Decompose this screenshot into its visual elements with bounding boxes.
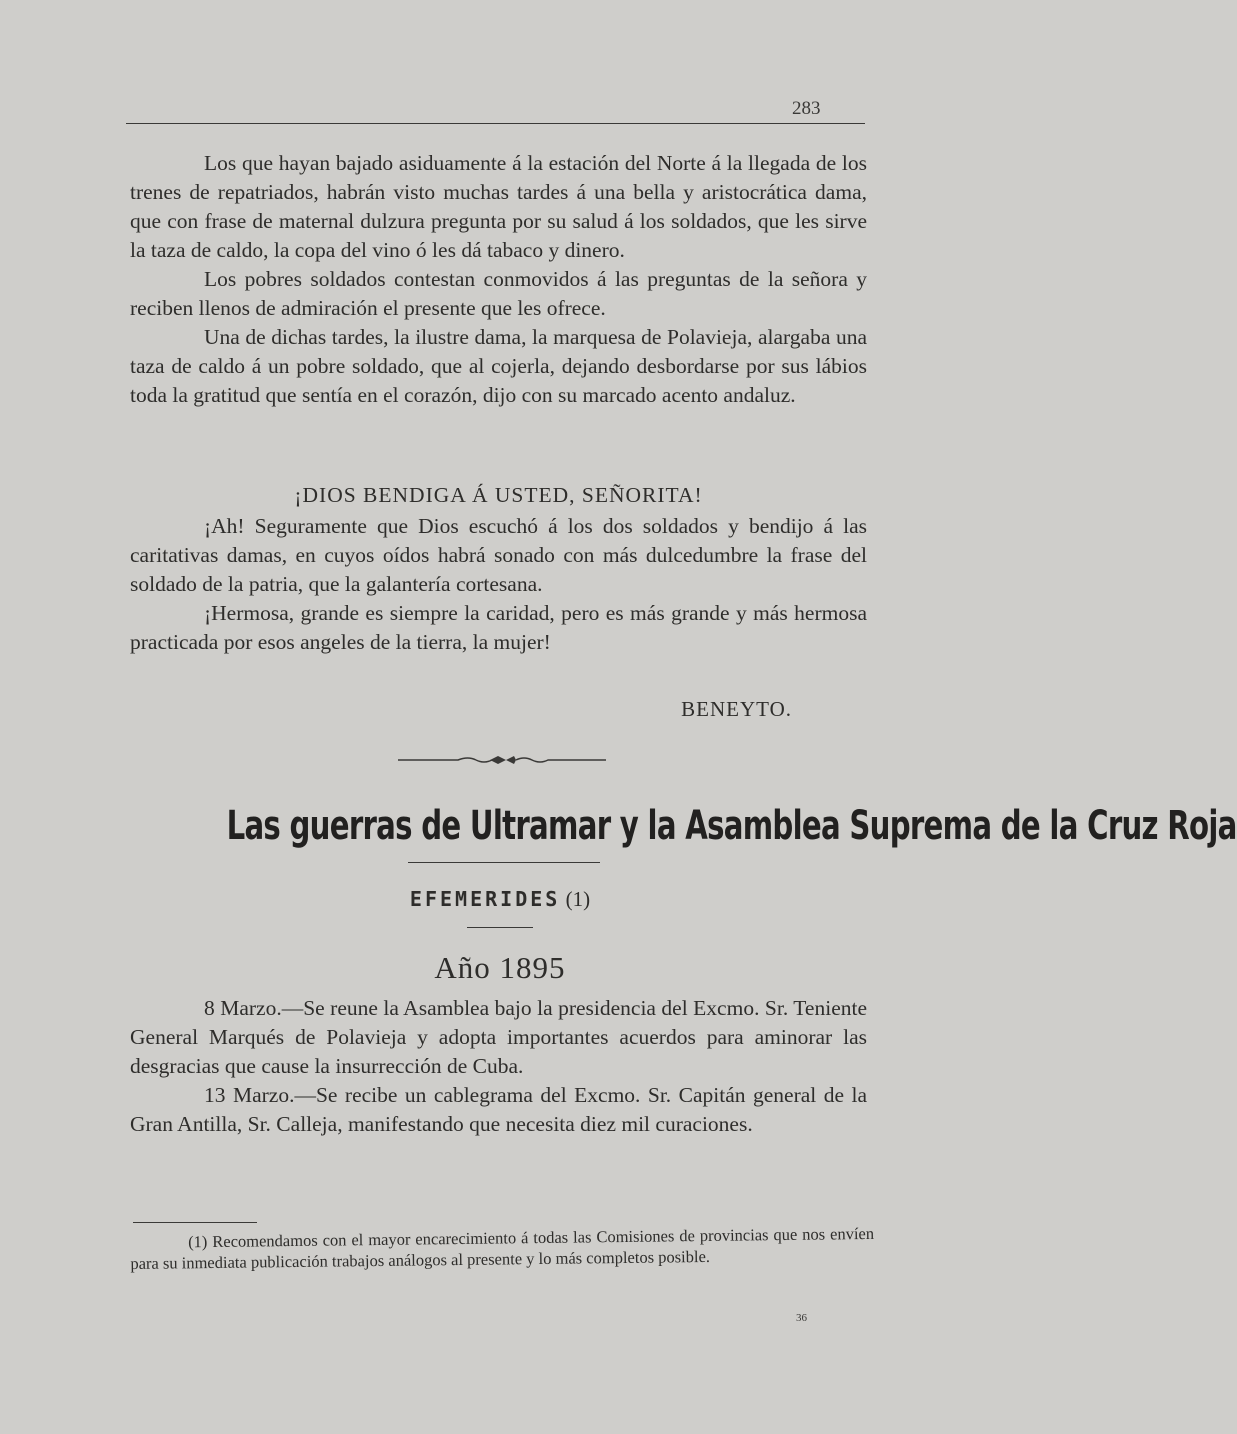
page-number: 283 bbox=[792, 98, 821, 119]
article-paragraph-3: Una de dichas tardes, la ilustre dama, la marquesa de Polavieja, alargaba una taza de caldo á un pobre soldado, que al cojerla, dejando desbordarse por sus lábios toda la gratitud que sentía en el corazón, dijo con su marcado acento andaluz. bbox=[130, 325, 867, 407]
subsection-heading bbox=[300, 886, 700, 912]
year-rule bbox=[467, 927, 533, 928]
closing-paragraph-1: ¡Ah! Seguramente que Dios escuchó á los dos soldados y bendijo á las caritativas damas, en cuyos oídos habrá sonado con más dulcedumbre la frase del soldado de la patria, que la galantería cortesana. bbox=[130, 514, 867, 596]
section-title: Las guerras de Ultramar y la Asamblea Suprema de la Cruz Roja bbox=[226, 803, 1237, 849]
footnote-rule bbox=[133, 1222, 257, 1223]
exclamation-line: ¡DIOS BENDIGA Á USTED, SEÑORITA! bbox=[294, 483, 703, 507]
entry-item: 8 Marzo.—Se reune la Asamblea bajo la presidencia del Excmo. Sr. Teniente General Marqués de Polavieja y adopta importantes acuerdos para aminorar las desgracias que cause la insurrección de Cuba. bbox=[130, 996, 867, 1078]
year-heading: Año 1895 bbox=[434, 950, 566, 985]
subsection-title: EFEMERIDES bbox=[409, 887, 561, 911]
printer-signature-mark: 36 bbox=[796, 1312, 807, 1324]
article-paragraph-2: Los pobres soldados contestan conmovidos á las preguntas de la señora y reciben llenos de admiración el presente que les ofrece. bbox=[130, 267, 867, 320]
footnote-reference: (1) bbox=[565, 887, 591, 911]
article-closing bbox=[130, 512, 867, 657]
entries-list bbox=[130, 994, 867, 1139]
author-signature: BENEYTO. bbox=[681, 697, 792, 721]
entry-item: 13 Marzo.—Se recibe un cablegrama del Excmo. Sr. Capitán general de la Gran Antilla, Sr. Calleja, manifestando que necesita diez mil curaciones. bbox=[130, 1083, 867, 1136]
closing-paragraph-2: ¡Hermosa, grande es siempre la caridad, pero es más grande y más hermosa practicada por esos angeles de la tierra, la mujer! bbox=[130, 601, 867, 654]
title-rule bbox=[408, 862, 600, 863]
footnote bbox=[130, 1223, 874, 1274]
ornament-divider-icon bbox=[398, 752, 606, 768]
header-rule bbox=[126, 123, 865, 124]
footnote-text: (1) Recomendamos con el mayor encarecimiento á todas las Comisiones de provincias que nos envíen para su inmediata publicación trabajos análogos al presente y lo más completos posible. bbox=[130, 1223, 875, 1273]
article-body bbox=[130, 149, 867, 410]
article-paragraph-1: Los que hayan bajado asiduamente á la estación del Norte á la llegada de los trenes de repatriados, habrán visto muchas tardes á una bella y aristocrática dama, que con frase de maternal dulzura pregunta por su salud á los soldados, que les sirve la taza de caldo, la copa del vino ó les dá tabaco y dinero. bbox=[130, 151, 867, 262]
